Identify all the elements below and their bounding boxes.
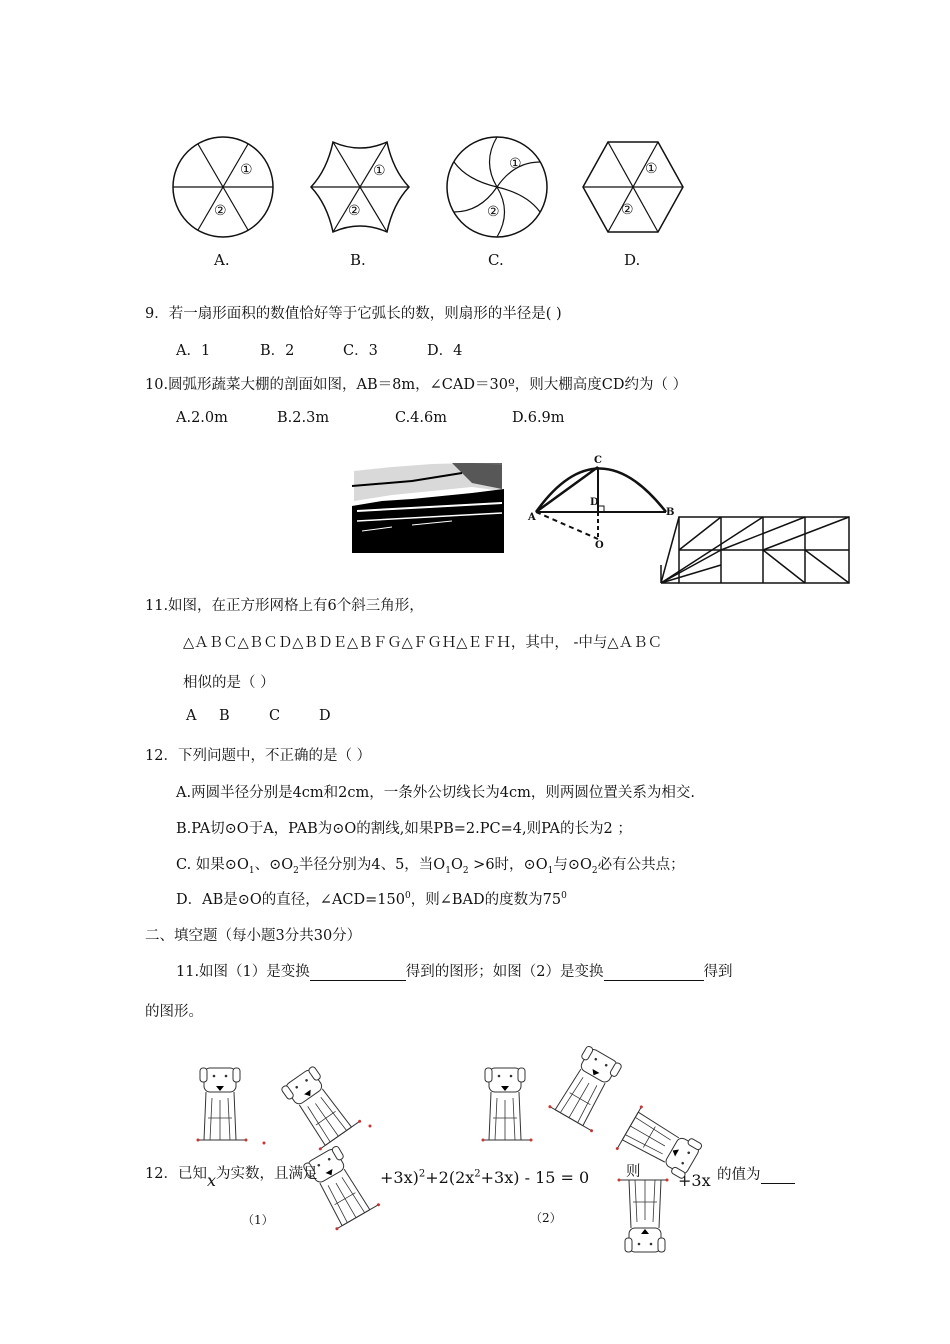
q8-a-label: A.	[214, 251, 230, 269]
q9-choice-b: B．2	[260, 343, 295, 359]
q10-choice-a: A.2.0m	[176, 410, 228, 426]
q11-line2: △ＡＢＣ△ＢＣＤ△ＢＤＥ△ＢＦＧ△ＦＧＨ△ＥＦＨ，其中， -中与△ＡＢＣ	[183, 635, 663, 651]
q9-choice-c: C．3	[343, 343, 378, 359]
triangle-grid	[659, 515, 851, 585]
fig2-label: （2）	[530, 1211, 562, 1225]
section2-title: 二、填空题（每小题3分共30分）	[145, 928, 362, 944]
fill-q12-expr: +3x	[678, 1171, 711, 1190]
q12-option-a: A.两圆半径分别是4cm和2cm，一条外公切线长为4cm，则两圆位置关系为相交.	[176, 785, 695, 801]
q8-figure-a	[168, 132, 278, 242]
arc-label-o: O	[595, 540, 604, 551]
fill-q11-line2: 的图形。	[145, 1004, 203, 1020]
q8-c-label: C.	[488, 251, 504, 269]
q10-choice-d: D.6.9m	[512, 410, 565, 426]
q8-d-mark1: ①	[645, 161, 658, 177]
q8-c-mark1: ①	[509, 156, 522, 172]
q12-option-d: D．AB是⊙O的直径，$\angle ACD=150^0$，则∠BAD的度数为$75^0$	[176, 891, 567, 908]
fill-blank-3[interactable]	[761, 1169, 795, 1184]
fill-q12-end: 的值为	[717, 1163, 795, 1184]
q9-stem: 9．若一扇形面积的数值恰好等于它弧长的数，则扇形的半径是( )	[145, 306, 562, 322]
q8-figure-b	[305, 132, 415, 242]
fill-q12-then: 则	[626, 1164, 641, 1180]
q11-choice-b: B	[219, 708, 230, 724]
q8-a-mark2: ②	[214, 203, 227, 219]
arc-label-c: C	[594, 455, 602, 466]
arc-label-d: D	[590, 497, 599, 508]
q9-choice-d: D．4	[427, 343, 463, 359]
fill-q11-line1: 11.如图（1）是变换 得到的图形；如图（2）是变换 得到	[176, 964, 733, 980]
q12-option-c: C. 如果$⊙O_1$、$⊙O_2$半径分别为4、5，当$O_1O_2 >6$时，$⊙O_1$与$⊙O_2$必有公共点；	[176, 857, 685, 876]
q8-c-mark2: ②	[487, 204, 500, 220]
q11-choice-d: D	[319, 708, 331, 724]
fill-blank-1[interactable]	[310, 966, 406, 981]
arc-label-a: A	[528, 512, 536, 523]
q11-choice-c: C	[269, 708, 281, 724]
q11-choice-a: A	[186, 708, 197, 724]
q8-figure-c	[442, 132, 552, 242]
q11-stem: 11.如图，在正方形网格上有6个斜三角形，	[145, 598, 424, 614]
q8-figure-d	[578, 132, 688, 242]
q12-option-b: B.PA切⊙O于A，PAB为⊙O的割线,如果PB=2.PC=4,则PA的长为2 ；	[176, 821, 632, 837]
q11-line3: 相似的是（ ）	[183, 675, 275, 691]
q12-stem: 12．下列问题中，不正确的是（ ）	[145, 748, 372, 764]
q8-b-label: B.	[350, 251, 366, 269]
q8-b-mark2: ②	[348, 203, 361, 219]
q9-choice-a: A．1	[176, 343, 211, 359]
q8-d-mark2: ②	[621, 202, 634, 218]
q8-b-mark1: ①	[373, 163, 386, 179]
q8-a-mark1: ①	[240, 162, 253, 178]
q8-d-label: D.	[624, 251, 641, 269]
greenhouse-photo	[352, 461, 507, 553]
fill-blank-2[interactable]	[604, 966, 704, 981]
fill-q12: 12．已知x为实数，且满足	[145, 1166, 318, 1190]
arc-label-b: B	[666, 507, 675, 518]
q10-choice-b: B.2.3m	[277, 410, 330, 426]
q10-stem: 10.圆弧形蔬菜大棚的剖面如图，AB＝8m，∠CAD＝30º，则大棚高度CD约为（ ）	[145, 377, 688, 393]
fill-q12-equation: $+3x)^2+2(2x^2+3x) - 15 = 0$	[380, 1168, 590, 1187]
q10-choice-c: C.4.6m	[395, 410, 447, 426]
fig1-label: （1）	[242, 1213, 274, 1227]
